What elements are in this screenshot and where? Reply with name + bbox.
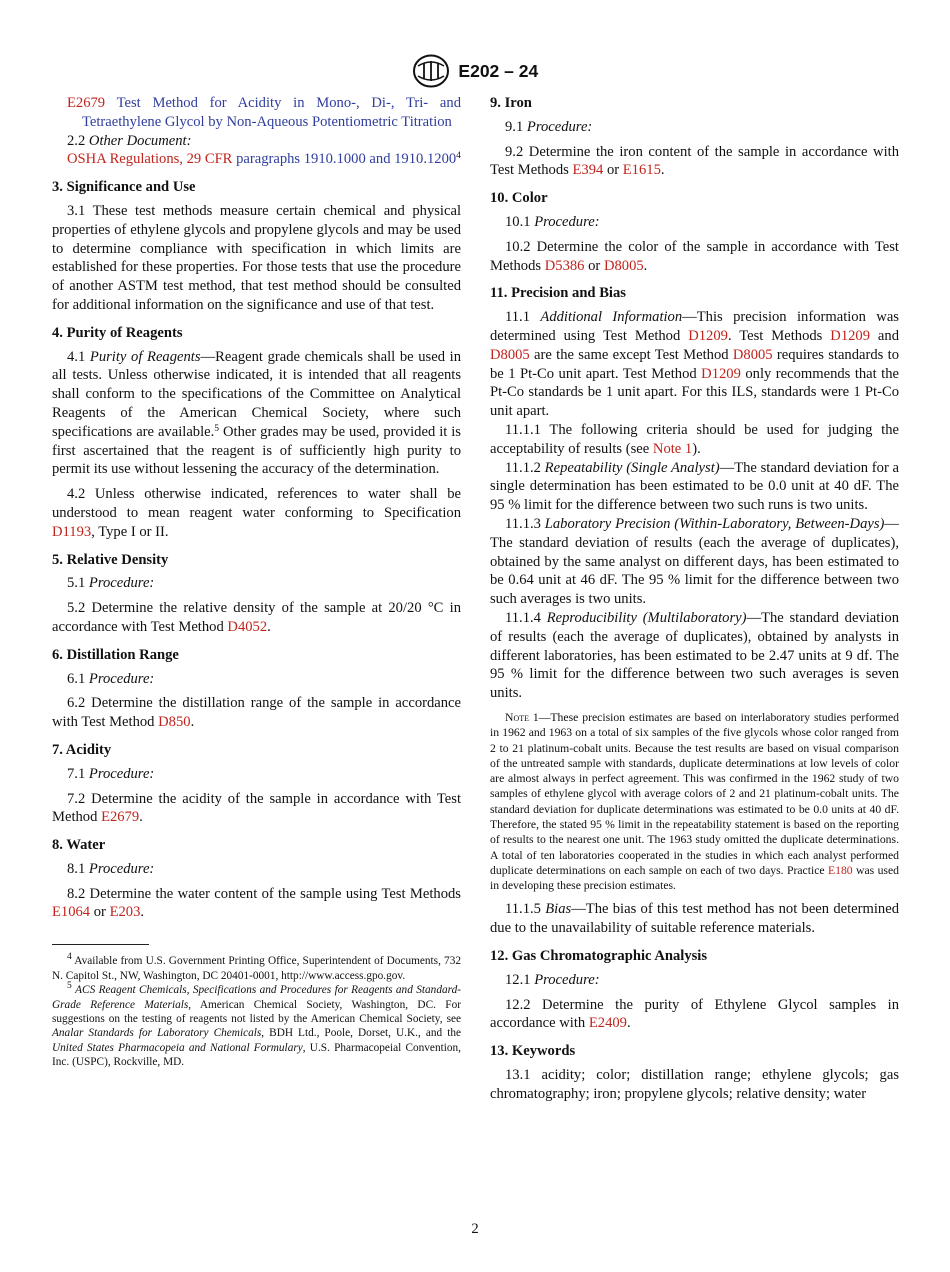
paragraph-12-2: 12.2 Determine the purity of Ethylene Glycol samples in accordance with E2409. bbox=[490, 996, 899, 1032]
heading-section-6: 6. Distillation Range bbox=[52, 646, 179, 663]
paragraph-2-2: 2.2 Other Document: bbox=[67, 132, 192, 149]
paragraph-8-2: 8.2 Determine the water content of the sample using Test Methods E1064 or E203. bbox=[52, 885, 461, 921]
paragraph-11-1-3: 11.1.3 Laboratory Precision (Within-Laboratory, Between-Days)—The standard deviation of results (each the average of duplicates), obtained by the same analyst on different days, has been estimated to be 0.64 unit at 46 dF. The 95 % limit for the difference between two such averages is two units. bbox=[490, 515, 899, 608]
paragraph-7-2: 7.2 Determine the acidity of the sample in accordance with Test Method E2679. bbox=[52, 790, 461, 826]
paragraph-10-2: 10.2 Determine the color of the sample in accordance with Test Methods D5386 or D8005. bbox=[490, 238, 899, 274]
link-d8005[interactable]: D8005 bbox=[603, 257, 644, 274]
paragraph-5-1: 5.1 Procedure: bbox=[67, 575, 155, 592]
link-d1209[interactable]: D1209 bbox=[701, 365, 741, 382]
paragraph-11-1: 11.1 Additional Information—This precision information was determined using Test Method D1209. Test Methods D1209 and D8005 are the same except Test Method D8005 requires standards to be 1 Pt-Co unit apart. Test Method D1209 only recommends that the Pt-Co standards be 1 unit apart. For this ILS, standards were 1 Pt-Co unit apart. bbox=[490, 309, 900, 420]
note-1: Note 1—These precision estimates are based on interlaboratory studies performed in 1962 and 1963 on a total of six samples of the five glycols whose color ranged from 2 to 21 platinum-cobalt units. Because the test results are based on visual comparison of the untreated sample with standards, duplicate determinations at low levels of color are almost always in perfect agreement. This was confirmed in the 1962 study of two samples of ethylene glycol with average colors of 2 and 21 platinum-cobalt units. The standard deviation for duplicate determinations was estimated to be 0.0 units at 40 dF. Therefore, the stated 95 % limit in the repeatability statement is based on the reporting of results to the nearest one unit. The 1963 study omitted the duplicate determinations. A total of ten laboratories cooperated in the studies in which each analyst performed duplicate determinations on each sample on each of two days. Practice E180 was used in developing these precision estimates. bbox=[490, 710, 899, 893]
heading-section-10: 10. Color bbox=[490, 190, 548, 207]
link-e2409[interactable]: E2409 bbox=[588, 1015, 627, 1032]
heading-section-3: 3. Significance and Use bbox=[52, 179, 196, 196]
footnote-divider bbox=[52, 944, 149, 945]
reference-e2679-title[interactable]: Test Method for Acidity in Mono-, Di-, Tri- and Tetraethylene Glycol by Non-Aqueous Potentiometric Titration bbox=[82, 95, 461, 130]
astm-logo-icon bbox=[412, 54, 450, 88]
link-e2679-acidity[interactable]: E2679 bbox=[101, 809, 140, 826]
heading-section-9: 9. Iron bbox=[490, 95, 532, 111]
paragraph-8-1: 8.1 Procedure: bbox=[67, 860, 155, 877]
reference-e2679 bbox=[52, 94, 461, 132]
paragraph-11-1-5: 11.1.5 Bias—The bias of this test method has not been determined due to the unavailability of suitable reference materials. bbox=[490, 901, 900, 937]
paragraph-13-1: 13.1 acidity; color; distillation range; ethylene glycols; gas chromatography; iron; propylene glycols; relative density; water bbox=[490, 1067, 899, 1102]
link-e1064[interactable]: E1064 bbox=[52, 904, 91, 921]
page-number: 2 bbox=[471, 1221, 479, 1237]
heading-section-12: 12. Gas Chromatographic Analysis bbox=[490, 948, 708, 965]
heading-section-13: 13. Keywords bbox=[490, 1043, 576, 1060]
link-osha[interactable]: OSHA Regulations, 29 CFR bbox=[67, 151, 233, 168]
right-column bbox=[490, 94, 899, 1104]
paragraph-10-1: 10.1 Procedure: bbox=[505, 213, 600, 230]
link-e394[interactable]: E394 bbox=[572, 162, 604, 179]
link-d4052[interactable]: D4052 bbox=[227, 618, 268, 635]
paragraph-4-2: 4.2 Unless otherwise indicated, references to water shall be understood to mean reagent water conforming to Specification D1193, Type I or II. bbox=[52, 486, 461, 540]
paragraph-9-1: 9.1 Procedure: bbox=[505, 118, 593, 135]
paragraph-7-1: 7.1 Procedure: bbox=[67, 765, 155, 782]
link-d8005[interactable]: D8005 bbox=[490, 346, 530, 363]
link-e1615[interactable]: E1615 bbox=[622, 162, 661, 179]
link-d1193[interactable]: D1193 bbox=[52, 523, 92, 540]
reference-osha-title[interactable]: paragraphs 1910.1000 and 1910.1200 bbox=[236, 151, 457, 168]
paragraph-4-1: 4.1 Purity of Reagents—Reagent grade chemicals shall be used in all tests. Unless otherwise indicated, it is intended that all reagents shall conform to the specifications of the Committee on Analytical Reagents of the American Chemical Society, where such specifications are available.$^5$ Other grades may be used, provided it is first ascertained that the reagent is of sufficiently high purity to permit its use without lessening the accuracy of the determination. bbox=[52, 348, 462, 478]
link-note-1[interactable]: Note 1 bbox=[652, 440, 693, 457]
heading-section-4: 4. Purity of Reagents bbox=[52, 324, 183, 341]
footnote-5: $^5$ ACS Reagent Chemicals, Specifications and Procedures for Reagents and Standard-Grade Reference Materials, American Chemical Society, Washington, DC. For suggestions on the testing of reagents not listed by the American Chemical Society, see Analar Standards for Laboratory Chemicals, BDH Ltd., Poole, Dorset, U.K., and the United States Pharmacopeia and National Formulary, U.S. Pharmacopeial Convention, Inc. (USPC), Rockville, MD. bbox=[52, 981, 461, 1069]
paragraph-11-1-4: 11.1.4 Reproducibility (Multilaboratory)—The standard deviation of results (each the average of duplicates), obtained by analysts in different laboratories, has been estimated to be 2.47 units at 9 df. The 95 % limit for the difference between two such averages is seven units. bbox=[490, 609, 899, 702]
page-header bbox=[0, 54, 950, 88]
heading-section-5: 5. Relative Density bbox=[52, 551, 169, 568]
link-d8005[interactable]: D8005 bbox=[732, 346, 773, 363]
designation-code: E202 – 24 bbox=[458, 60, 539, 81]
link-d5386[interactable]: D5386 bbox=[544, 257, 585, 274]
heading-section-8: 8. Water bbox=[52, 837, 106, 854]
paragraph-6-1: 6.1 Procedure: bbox=[67, 670, 155, 687]
link-e203[interactable]: E203 bbox=[109, 904, 141, 921]
link-d1209[interactable]: D1209 bbox=[830, 327, 871, 344]
link-d850[interactable]: D850 bbox=[158, 714, 191, 731]
link-d1209[interactable]: D1209 bbox=[688, 327, 728, 344]
footnote-4: $^4$ Available from U.S. Government Printing Office, Superintendent of Documents, 732 N. Capitol St., NW, Washington, DC 20401-0001, http://www.access.gpo.gov. bbox=[52, 952, 461, 982]
paragraph-12-1: 12.1 Procedure: bbox=[505, 971, 600, 988]
paragraph-3-1: 3.1 These test methods measure certain chemical and physical properties of ethylene glycols and propylene glycols and may be used to determine compliance with specification in which limits are established for these properties. For those tests that use the procedure of another ASTM test method, that test method should be consulted for additional information on the significance and use of that test. bbox=[52, 202, 461, 313]
paragraph-6-2: 6.2 Determine the distillation range of the sample in accordance with Test Method D850. bbox=[52, 695, 461, 731]
link-e2679[interactable]: E2679 bbox=[67, 95, 106, 111]
heading-section-11: 11. Precision and Bias bbox=[490, 285, 626, 302]
reference-osha: OSHA Regulations, 29 CFR paragraphs 1910.1000 and 1910.1200$^4$ bbox=[67, 151, 461, 168]
paragraph-5-2: 5.2 Determine the relative density of the sample at 20/20 °C in accordance with Test Method D4052. bbox=[52, 600, 461, 635]
paragraph-9-2: 9.2 Determine the iron content of the sample in accordance with Test Methods E394 or E1615. bbox=[490, 143, 899, 179]
heading-section-7: 7. Acidity bbox=[52, 741, 112, 758]
left-column bbox=[52, 94, 461, 1070]
paragraph-11-1-2: 11.1.2 Repeatability (Single Analyst)—The standard deviation for a single determination has been estimated to be 0.0 unit at 40 dF. The 95 % limit for the difference between two such runs is two units. bbox=[490, 459, 899, 514]
link-e180[interactable]: E180 bbox=[827, 863, 853, 877]
paragraph-11-1-1: 11.1.1 The following criteria should be used for judging the acceptability of results (see Note 1). bbox=[490, 421, 899, 457]
